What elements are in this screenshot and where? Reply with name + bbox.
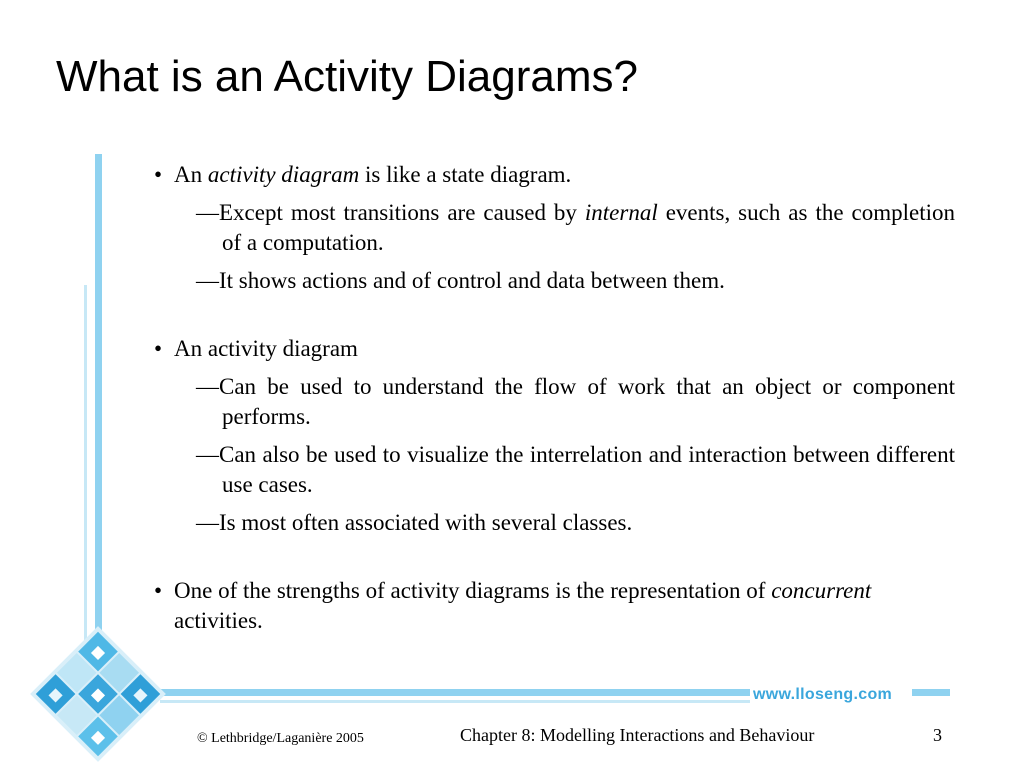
page-number: 3	[933, 725, 942, 745]
slide-body	[150, 160, 955, 636]
sub-bullet-item	[150, 198, 955, 258]
footer-copyright: © Lethbridge/Laganière 2005	[197, 731, 364, 746]
text-run: —Can also be used to visualize the interrelation and interaction between different use cases.	[196, 442, 955, 497]
bullet-gap	[150, 538, 955, 576]
horizontal-accent-line-light	[160, 700, 750, 703]
text-run: —Is most often associated with several classes.	[196, 510, 633, 535]
vertical-accent-line-light	[84, 285, 87, 670]
bullet-item	[150, 334, 955, 364]
text-run: activities.	[174, 608, 263, 633]
footer-chapter: Chapter 8: Modelling Interactions and Behaviour	[460, 725, 815, 745]
emphasized-text: internal	[584, 200, 658, 225]
text-run: is like a state diagram.	[359, 162, 572, 187]
text-run: An activity diagram	[174, 336, 358, 361]
text-run: events, such as the completion of a computation.	[222, 200, 955, 255]
text-run: —It shows actions and of control and data between them.	[196, 268, 725, 293]
website-url: www.lloseng.com	[753, 686, 893, 703]
sub-bullet-item	[150, 372, 955, 432]
text-run: One of the strengths of activity diagrams is the representation of	[174, 578, 772, 603]
text-run: An	[174, 162, 208, 187]
mosaic-diamond-logo-icon	[28, 624, 168, 764]
sub-bullet-item	[150, 440, 955, 500]
slide-title: What is an Activity Diagrams?	[56, 52, 638, 101]
bullet-icon: •	[154, 162, 163, 187]
vertical-accent-line	[95, 154, 102, 674]
bullet-item	[150, 576, 955, 636]
horizontal-accent-line	[160, 689, 750, 696]
emphasized-text: activity diagram	[207, 162, 360, 187]
bullet-gap	[150, 296, 955, 334]
bullet-icon: •	[154, 578, 163, 603]
sub-bullet-item	[150, 266, 955, 296]
sub-bullet-item	[150, 508, 955, 538]
bullet-item	[150, 160, 955, 190]
text-run: —Can be used to understand the flow of work that an object or component performs.	[196, 374, 955, 429]
horizontal-accent-line-right	[912, 689, 950, 696]
emphasized-text: concurrent	[771, 578, 872, 603]
bullet-icon: •	[154, 336, 163, 361]
text-run: —Except most transitions are caused by	[196, 200, 585, 225]
